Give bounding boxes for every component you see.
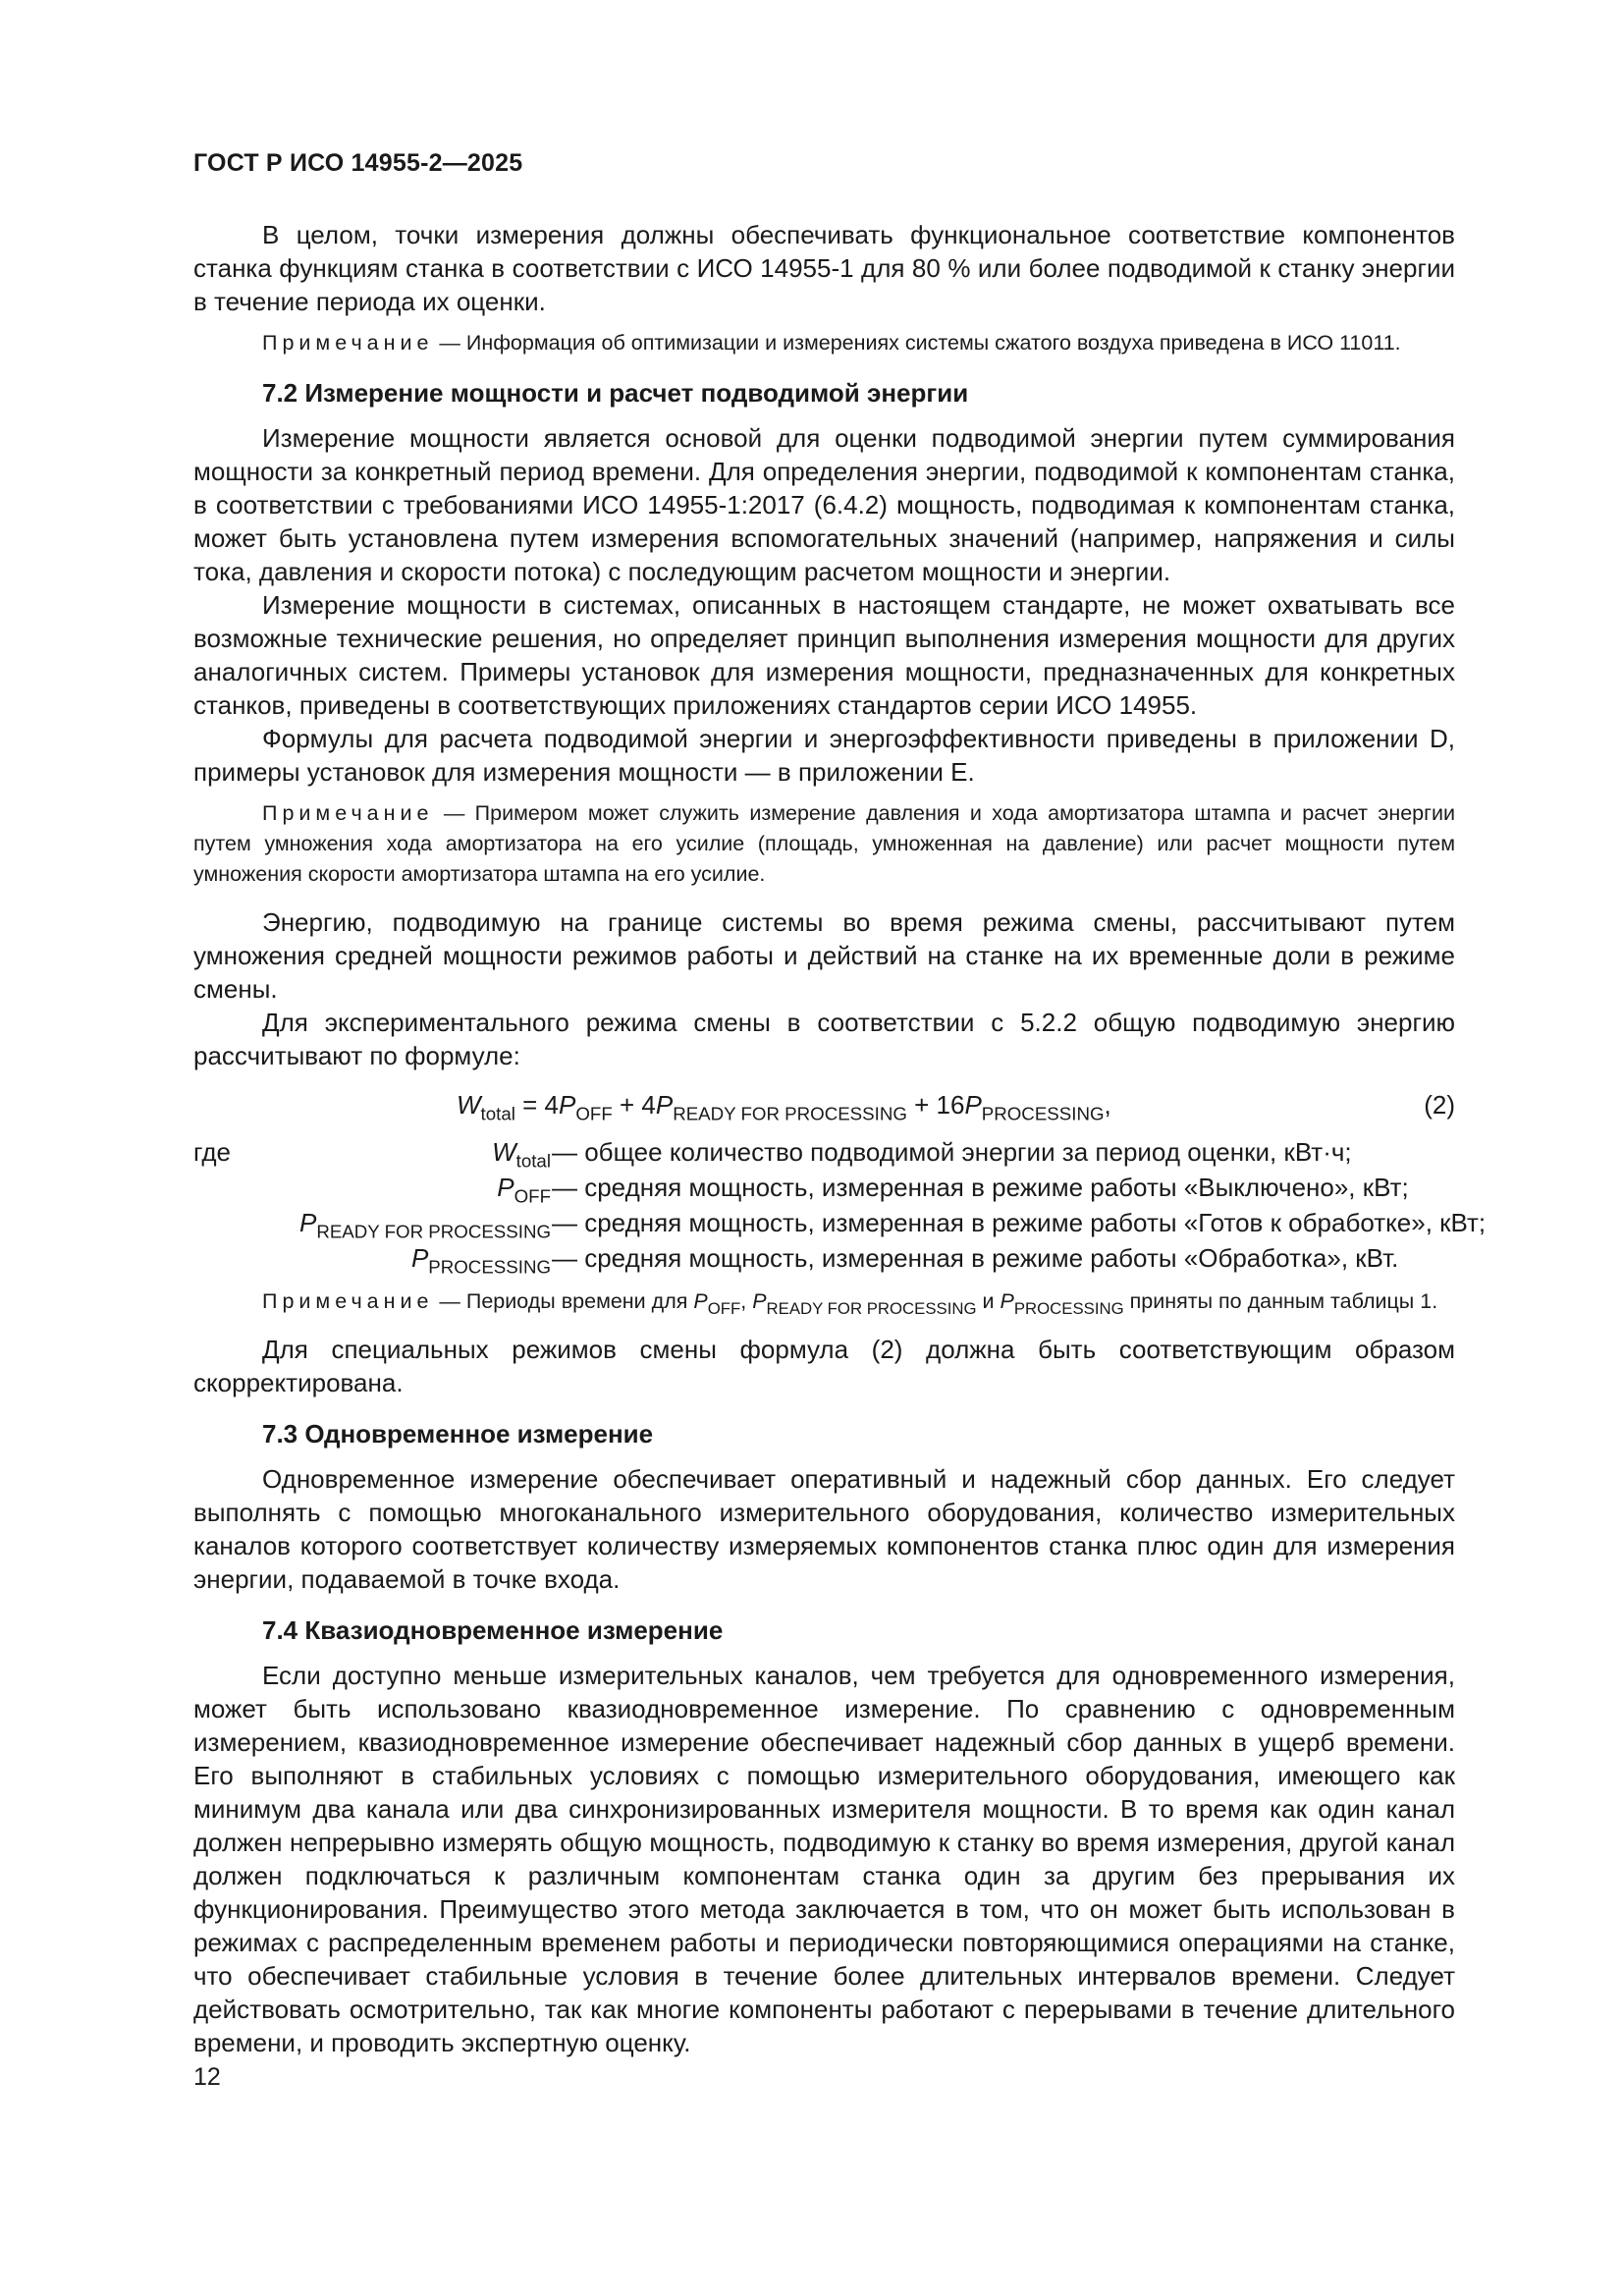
- where-label: где: [193, 1137, 231, 1167]
- formula-expression: $W_{total} = 4P_{OFF} + 4P_{READY FOR PROCESSING} + 16P_{PROCESSING}$,: [457, 1090, 1111, 1124]
- formula-definitions: [193, 1135, 1487, 1278]
- section-7-2-paragraph-6: Для специальных режимов смены формула (2) должна быть соответствующим образом скорректирована.: [193, 1335, 1455, 1397]
- definition-row: [193, 1206, 1487, 1242]
- definition-text: — средняя мощность, измеренная в режиме работы «Обработка», кВт.: [552, 1243, 1399, 1273]
- definition-symbol: $P_{OFF}$: [497, 1173, 551, 1207]
- definition-row: [193, 1135, 1455, 1171]
- definition-text: — общее количество подводимой энергии за период оценки, кВт·ч;: [552, 1137, 1352, 1167]
- definition-text: — средняя мощность, измеренная в режиме работы «Готов к обработке», кВт;: [552, 1208, 1487, 1237]
- definition-symbol: $P_{PROCESSING}$: [410, 1243, 551, 1278]
- note-3: Примечание — Периоды времени для $P_{OFF}$, $P_{READY FOR PROCESSING}$ и $P_{PROCESSING}$ приняты по данным таблицы 1.: [262, 1289, 1438, 1318]
- definition-row: [193, 1171, 1455, 1206]
- note-3-label: Примечание: [262, 1289, 434, 1313]
- section-7-2-heading: 7.2 Измерение мощности и расчет подводимой энергии: [262, 378, 969, 408]
- note-1-text: — Информация об оптимизации и измерениях системы сжатого воздуха приведена в ИСО 11011.: [433, 331, 1401, 355]
- section-7-3-heading: 7.3 Одновременное измерение: [262, 1419, 654, 1449]
- section-7-2-paragraph-2: Измерение мощности в системах, описанных в настоящем стандарте, не может охватывать все возможные технические решения, но определяет принцип выполнения измерения мощности для других аналогичных систем. Примеры установок для измерения мощности, предназначенных для конкретных станков, приведены в соответствующих приложениях стандартов серии ИСО 14955.: [193, 590, 1455, 720]
- note-2-label: Примечание: [262, 801, 434, 825]
- document-header: ГОСТ Р ИСО 14955-2—2025: [193, 149, 523, 177]
- document-body: [193, 218, 1487, 2059]
- page-number: 12: [193, 2063, 221, 2091]
- note-1: [193, 328, 1455, 358]
- note-2-text: — Примером может служить измерение давления и хода амортизатора штампа и расчет энергии путем умножения хода амортизатора на его усилие (площадь, умноженная на давление) или расчет мощности путем умножения скорости амортизатора штампа на его усилие.: [193, 801, 1455, 886]
- definition-row: [193, 1241, 1455, 1277]
- formula-2: [193, 1082, 1455, 1129]
- section-7-2-paragraph-5: Для экспериментального режима смены в соответствии с 5.2.2 общую подводимую энергию рассчитывают по формуле:: [193, 1008, 1455, 1070]
- formula-number: (2): [1424, 1090, 1455, 1120]
- definition-symbol: $W_{total}$: [492, 1137, 551, 1172]
- note-2: [193, 798, 1455, 890]
- section-7-2-paragraph-3: Формулы для расчета подводимой энергии и энергоэффективности приведены в приложении D, примеры установок для измерения мощности — в приложении Е.: [193, 724, 1455, 787]
- section-7-3-paragraph-1: Одновременное измерение обеспечивает оперативный и надежный сбор данных. Его следует выполнять с помощью многоканального измерительного оборудования, количество измерительных каналов которого соответствует количеству измеряемых компонентов станка плюс один для измерения энергии, подаваемой в точке входа.: [193, 1464, 1455, 1594]
- definition-text: — средняя мощность, измеренная в режиме работы «Выключено», кВт;: [552, 1173, 1409, 1202]
- section-7-4-heading: 7.4 Квазиодновременное измерение: [262, 1615, 724, 1645]
- section-7-4-paragraph-1: Если доступно меньше измерительных каналов, чем требуется для одновременного измерения, может быть использовано квазиодновременное измерение. По сравнению с одновременным измерением, квазиодновременное измерение обеспечивает надежный сбор данных в ущерб времени. Его выполняют в стабильных условиях с помощью измерительного оборудования, имеющего как минимум два канала или два синхронизированных измерителя мощности. В то время как один канал должен непрерывно измерять общую мощность, подводимую к станку во время измерения, другой канал должен подключаться к различным компонентам станка один за другим без прерывания их функционирования. Преимущество этого метода заключается в том, что он может быть использован в режимах с распределенным временем работы и периодически повторяющимися операциями на станке, что обеспечивает стабильные условия в течение более длительных интервалов времени. Следует действовать осмотрительно, так как многие компоненты работают с перерывами в течение длительного времени, и проводить экспертную оценку.: [193, 1661, 1455, 2057]
- section-7-2-paragraph-4: Энергию, подводимую на границе системы во время режима смены, рассчитывают путем умножения средней мощности режимов работы и действий на станке на их временные доли в режиме смены.: [193, 907, 1455, 1004]
- definition-symbol: $P_{READY FOR PROCESSING}$: [298, 1208, 551, 1242]
- intro-paragraph: В целом, точки измерения должны обеспечивать функциональное соответствие компонентов станка функциям станка в соответствии с ИСО 14955-1 для 80 % или более подводимой к станку энергии в течение периода их оценки.: [193, 220, 1455, 316]
- note-1-label: Примечание: [262, 331, 434, 355]
- section-7-2-paragraph-1: Измерение мощности является основой для оценки подводимой энергии путем суммирования мощности за конкретный период времени. Для определения энергии, подводимой к компонентам станка, в соответствии с требованиями ИСО 14955-1:2017 (6.4.2) мощность, подводимая к компонентам станка, может быть установлена путем измерения вспомогательных значений (например, напряжения и силы тока, давления и скорости потока) с последующим расчетом мощности и энергии.: [193, 423, 1455, 586]
